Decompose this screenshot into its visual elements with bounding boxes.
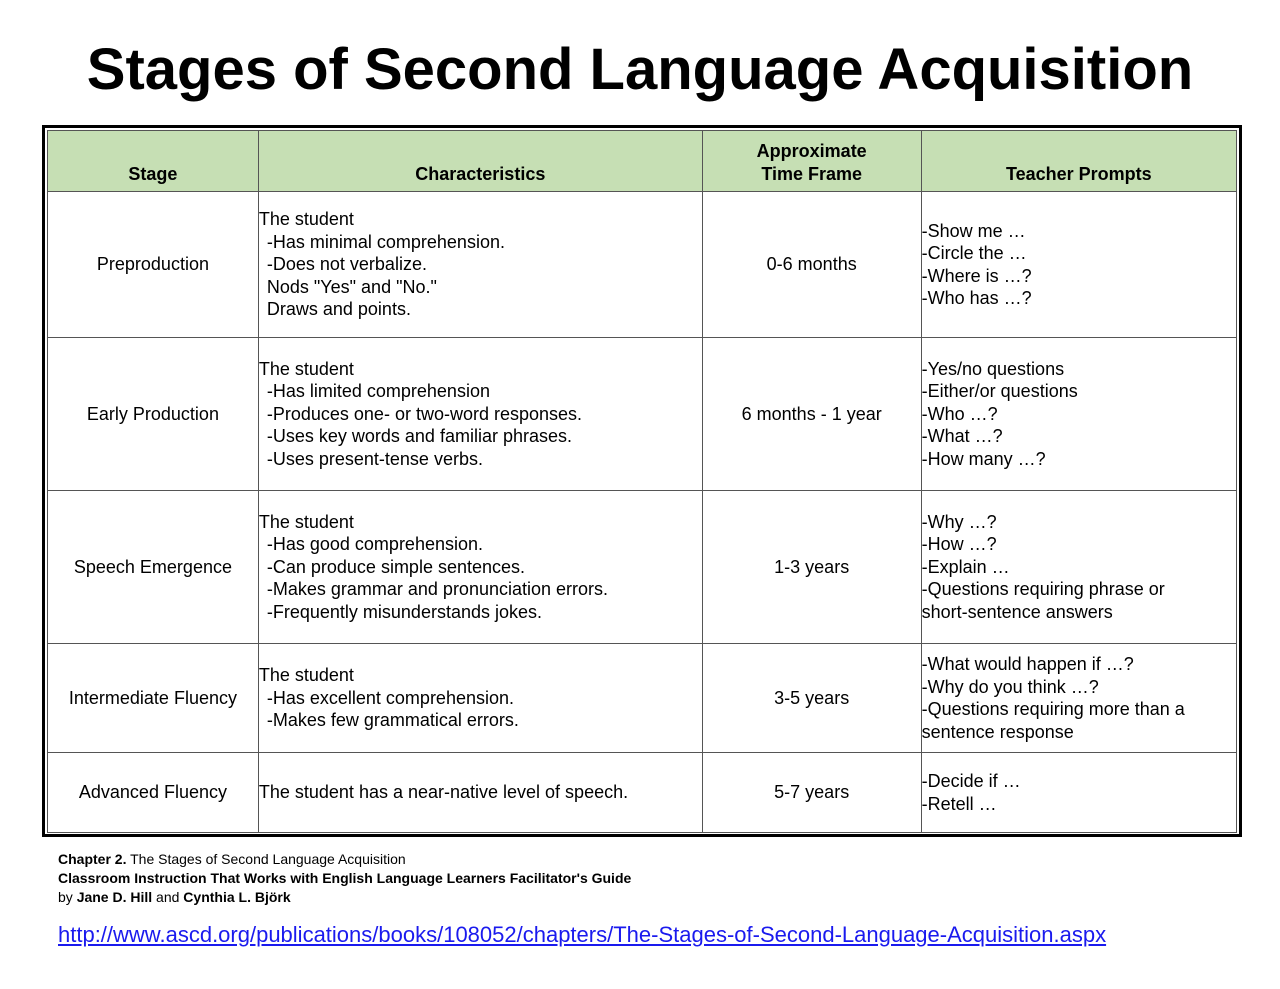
characteristic-line: -Produces one- or two-word responses. xyxy=(266,403,583,424)
citation-chapter-line xyxy=(58,850,631,869)
characteristic-line: The student xyxy=(258,358,354,379)
table-row xyxy=(48,338,1237,491)
characteristic-line: The student xyxy=(258,511,354,532)
table-row xyxy=(48,753,1237,833)
characteristics-cell xyxy=(258,644,702,753)
time-frame: 3-5 years xyxy=(702,644,921,753)
prompt-line: -Why do you think …? xyxy=(921,676,1099,697)
stage-name: Early Production xyxy=(48,338,259,491)
table-header-row xyxy=(48,131,1237,192)
characteristic-line: The student xyxy=(258,209,354,230)
prompt-line: -Decide if … xyxy=(921,771,1021,791)
prompt-line: -How many …? xyxy=(921,448,1046,469)
prompt-line: -Explain … xyxy=(921,556,1010,577)
characteristic-line: -Makes few grammatical errors. xyxy=(266,710,519,731)
source-link[interactable]: http://www.ascd.org/publications/books/108052/chapters/The-Stages-of-Second-Language-Acquisition.aspx xyxy=(58,922,1107,947)
prompt-line: -How …? xyxy=(921,534,997,555)
characteristic-line: The student has a near-native level of speech. xyxy=(258,782,629,803)
time-frame: 5-7 years xyxy=(702,753,921,833)
prompts-cell xyxy=(921,491,1236,644)
citation-authors-line xyxy=(58,888,631,907)
characteristic-line: -Has good comprehension. xyxy=(266,534,483,555)
characteristic-line: The student xyxy=(258,665,354,686)
chapter-title: The Stages of Second Language Acquisition xyxy=(126,851,406,867)
stage-name: Intermediate Fluency xyxy=(48,644,259,753)
prompt-line: -Show me … xyxy=(921,220,1026,241)
prompt-line: -Either/or questions xyxy=(921,381,1078,402)
table-row xyxy=(48,491,1237,644)
time-frame: 1-3 years xyxy=(702,491,921,644)
prompt-line: -Retell … xyxy=(921,793,997,814)
prompt-line: -Circle the … xyxy=(921,243,1027,263)
header-time-frame-line1: Approximate xyxy=(756,141,867,161)
header-time-frame-line2: Time Frame xyxy=(761,163,863,184)
prompt-line: -What …? xyxy=(921,426,1003,447)
stage-name: Speech Emergence xyxy=(48,491,259,644)
prompt-line: short-sentence answers xyxy=(921,601,1113,622)
page-title: Stages of Second Language Acquisition xyxy=(86,37,1194,102)
header-stage: Stage xyxy=(48,131,259,192)
characteristics-cell xyxy=(258,753,702,833)
prompt-line: sentence response xyxy=(921,721,1074,742)
characteristic-line: Draws and points. xyxy=(266,299,411,320)
characteristics-cell xyxy=(258,338,702,491)
prompt-line: -Questions requiring more than a xyxy=(921,699,1185,719)
header-characteristics: Characteristics xyxy=(258,131,702,192)
time-frame: 0-6 months xyxy=(702,192,921,338)
stages-table-frame xyxy=(42,125,1242,837)
prompts-cell xyxy=(921,192,1236,338)
prompt-line: -Why …? xyxy=(921,511,997,532)
table-row xyxy=(48,192,1237,338)
time-frame: 6 months - 1 year xyxy=(702,338,921,491)
stage-name: Preproduction xyxy=(48,192,259,338)
stages-table xyxy=(47,130,1237,833)
characteristic-line: Nods "Yes" and "No." xyxy=(266,276,437,297)
characteristic-line: -Has minimal comprehension. xyxy=(266,231,505,252)
source-citation xyxy=(58,850,631,907)
stage-name: Advanced Fluency xyxy=(48,753,259,833)
author-name: Jane D. Hill xyxy=(76,889,153,905)
prompt-line: -What would happen if …? xyxy=(921,654,1134,674)
prompts-cell xyxy=(921,644,1236,753)
prompts-cell xyxy=(921,338,1236,491)
header-teacher-prompts: Teacher Prompts xyxy=(921,131,1236,192)
prompt-line: -Yes/no questions xyxy=(921,358,1065,379)
author-name: Cynthia L. Björk xyxy=(183,889,291,905)
characteristic-line: -Has excellent comprehension. xyxy=(266,687,514,708)
prompt-line: -Questions requiring phrase or xyxy=(921,579,1165,600)
characteristic-line: -Makes grammar and pronunciation errors. xyxy=(266,579,609,600)
characteristic-line: -Does not verbalize. xyxy=(266,254,427,275)
characteristic-line: -Frequently misunderstands jokes. xyxy=(266,601,542,622)
characteristics-cell xyxy=(258,491,702,644)
characteristic-line: -Uses present-tense verbs. xyxy=(266,448,483,469)
prompt-line: -Who …? xyxy=(921,403,998,424)
characteristics-cell xyxy=(258,192,702,338)
by-text: by xyxy=(58,889,77,905)
chapter-label: Chapter 2. xyxy=(58,851,127,867)
book-title: Classroom Instruction That Works with English Language Learners Facilitator's Guide xyxy=(58,870,632,886)
and-text: and xyxy=(152,889,184,905)
header-time-frame xyxy=(702,131,921,192)
characteristic-line: -Uses key words and familiar phrases. xyxy=(266,426,572,447)
table-row xyxy=(48,644,1237,753)
characteristic-line: -Can produce simple sentences. xyxy=(266,556,526,577)
prompt-line: -Who has …? xyxy=(921,288,1032,308)
prompts-cell xyxy=(921,753,1236,833)
characteristic-line: -Has limited comprehension xyxy=(266,381,490,402)
prompt-line: -Where is …? xyxy=(921,265,1032,286)
